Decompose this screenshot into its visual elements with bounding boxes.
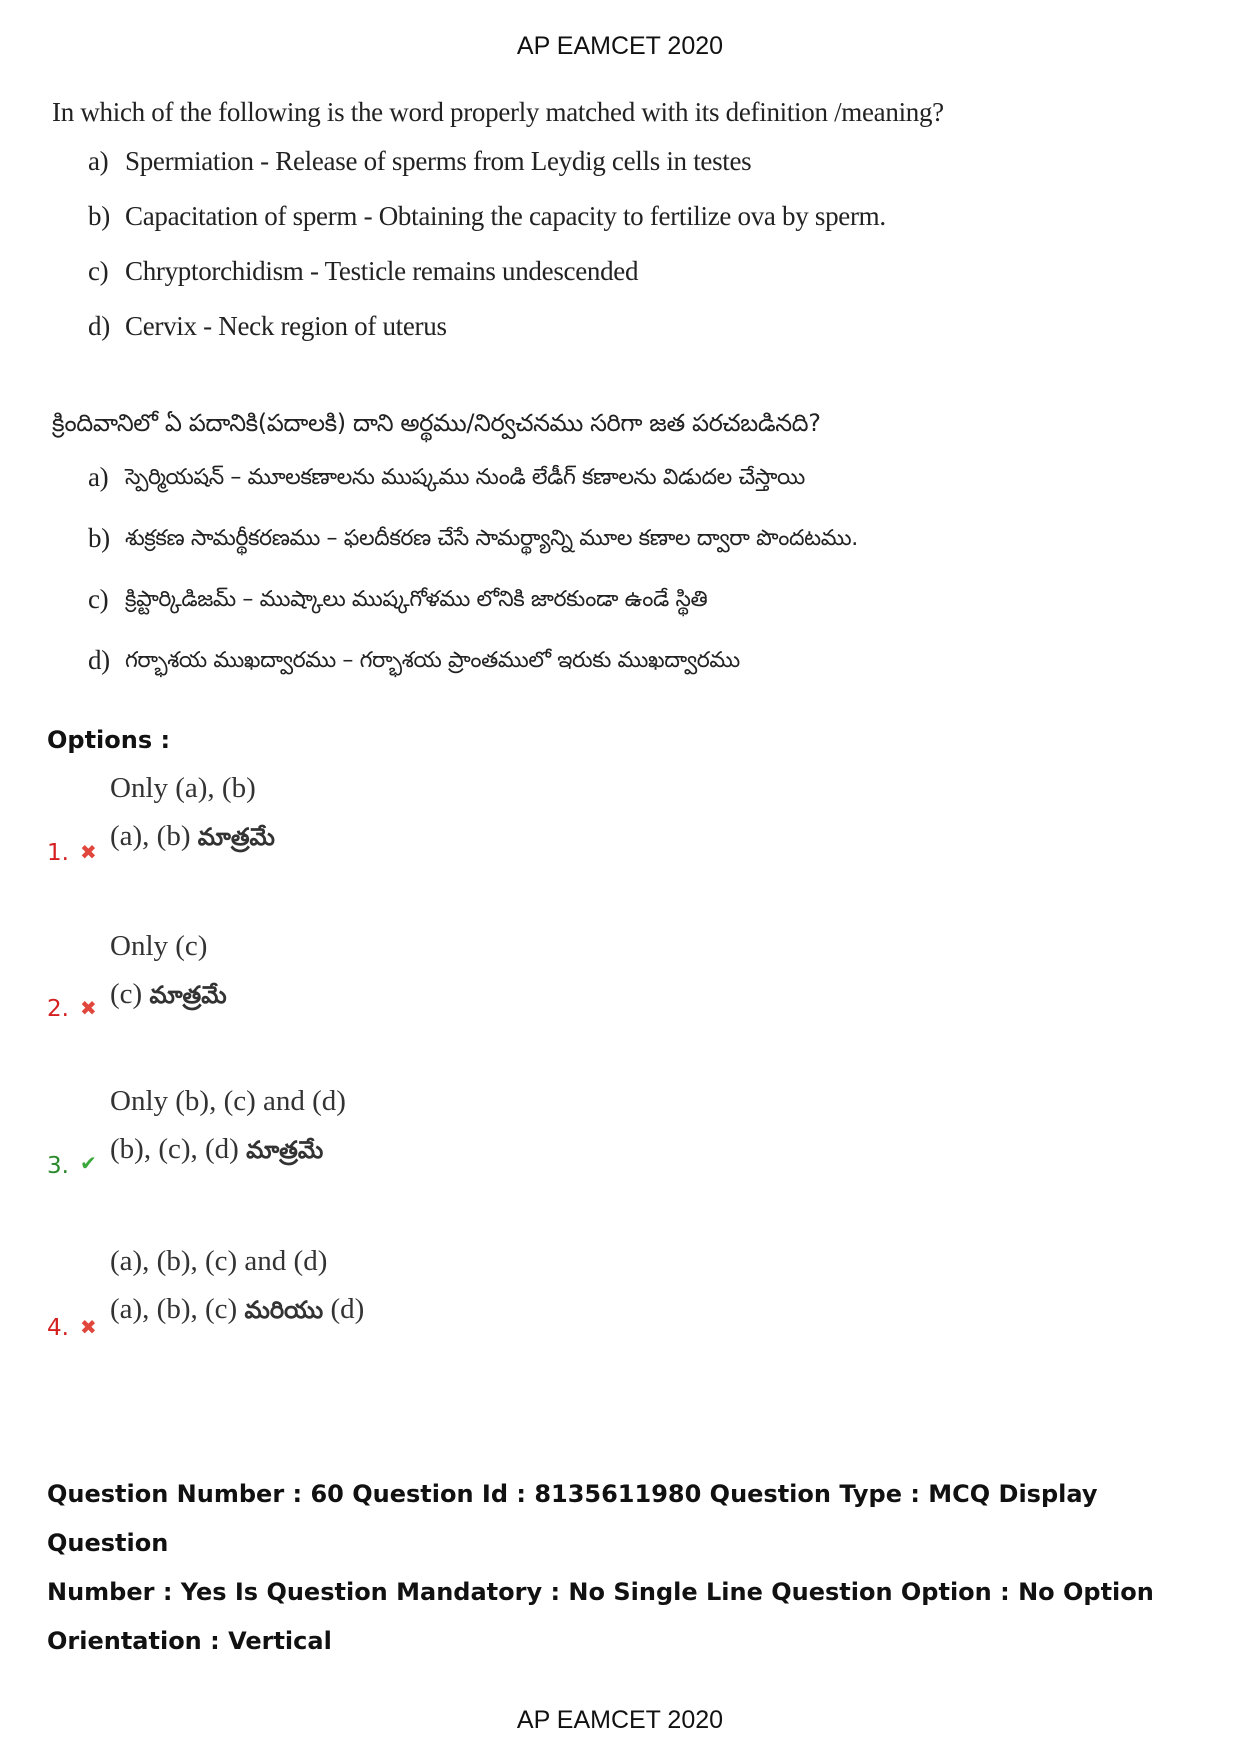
option-text-telugu (110, 1293, 364, 1330)
item-letter: b) (88, 201, 110, 231)
cross-icon: ✖ (80, 1315, 97, 1339)
item-letter: d) (88, 311, 110, 341)
options-label: Options : (47, 726, 171, 754)
cross-icon: ✖ (80, 840, 97, 864)
option-text-telugu (110, 820, 275, 857)
option-telugu-prefix: (a), (b), (c) (110, 1293, 245, 1325)
item-text: స్పెర్మియషన్ – మూలకణాలను ముష్కము నుండి లేడీగ్ కణాలను విడుదల చేస్తాయి (125, 465, 805, 490)
question-metadata (47, 1470, 1197, 1666)
item-text: క్రిప్టార్కిడిజమ్ – ముష్కాలు ముష్కగోళము లోనికి జారకుండా ఉండే స్థితి (125, 587, 708, 612)
question-items-english (40, 134, 1200, 354)
option-text-english: Only (b), (c) and (d) (110, 1085, 346, 1117)
option-telugu-prefix: (a), (b) (110, 820, 198, 852)
answer-option-3 (0, 1085, 800, 1195)
metadata-line: Number : Yes Is Question Mandatory : No Single Line Question Option : No Option (47, 1578, 1154, 1606)
item-letter: c) (88, 584, 109, 614)
option-telugu-prefix: (c) (110, 978, 150, 1010)
item-letter: a) (88, 462, 109, 492)
option-telugu-word: మాత్రమే (246, 1136, 324, 1164)
option-number: 3. (47, 1153, 69, 1179)
question-item (40, 630, 1200, 691)
question-item (40, 299, 1200, 354)
question-item (40, 508, 1200, 569)
question-item (40, 244, 1200, 299)
question-item (40, 447, 1200, 508)
answer-option-4 (0, 1245, 800, 1355)
option-text-english: Only (a), (b) (110, 772, 256, 804)
page-header: AP EAMCET 2020 (516, 32, 724, 60)
answer-option-1 (0, 770, 800, 880)
item-letter: d) (88, 645, 110, 675)
option-number: 4. (47, 1315, 69, 1341)
check-icon: ✔ (80, 1151, 97, 1175)
option-telugu-word: మాత్రమే (149, 981, 227, 1009)
item-letter: b) (88, 523, 110, 553)
item-text: గర్భాశయ ముఖద్వారము – గర్భాశయ ప్రాంతములో ఇరుకు ముఖద్వారము (125, 648, 740, 673)
item-letter: c) (88, 256, 109, 286)
question-items-telugu (40, 447, 1200, 691)
option-text-english: Only (c) (110, 930, 208, 962)
option-text-english: (a), (b), (c) and (d) (110, 1245, 328, 1277)
option-telugu-word: మరియు (244, 1296, 324, 1324)
option-telugu-word: మాత్రమే (197, 823, 275, 851)
item-text: Chryptorchidism - Testicle remains undescended (125, 256, 639, 286)
item-letter: a) (88, 146, 109, 176)
cross-icon: ✖ (80, 996, 97, 1020)
answer-option-2 (0, 930, 800, 1040)
item-text: Spermiation - Release of sperms from Leydig cells in testes (125, 146, 752, 176)
page-footer: AP EAMCET 2020 (516, 1706, 724, 1734)
question-image (40, 85, 1200, 691)
option-telugu-prefix: (b), (c), (d) (110, 1133, 247, 1165)
question-item (40, 134, 1200, 189)
option-telugu-suffix: (d) (323, 1293, 365, 1325)
option-text-telugu (110, 1133, 323, 1170)
item-text: Cervix - Neck region of uterus (125, 311, 447, 341)
option-number: 1. (47, 840, 69, 866)
metadata-line: Question Number : 60 Question Id : 8135611980 Question Type : MCQ Display Question (47, 1480, 1098, 1557)
question-text-english: In which of the following is the word properly matched with its definition /meaning? (52, 97, 944, 127)
option-text-telugu (110, 978, 227, 1015)
item-text: Capacitation of sperm - Obtaining the capacity to fertilize ova by sperm. (125, 201, 886, 231)
metadata-line: Orientation : Vertical (47, 1627, 332, 1655)
question-item (40, 569, 1200, 630)
item-text: శుక్రకణ సామర్థీకరణము – ఫలదీకరణ చేసే సామర్థ్యాన్ని మూల కణాల ద్వారా పొందటము. (125, 526, 858, 551)
question-text-telugu: క్రిందివానిలో ఏ పదానికి(పదాలకి) దాని అర్థము/నిర్వచనము సరిగా జత పరచబడినది? (52, 409, 821, 437)
question-item (40, 189, 1200, 244)
option-number: 2. (47, 996, 69, 1022)
